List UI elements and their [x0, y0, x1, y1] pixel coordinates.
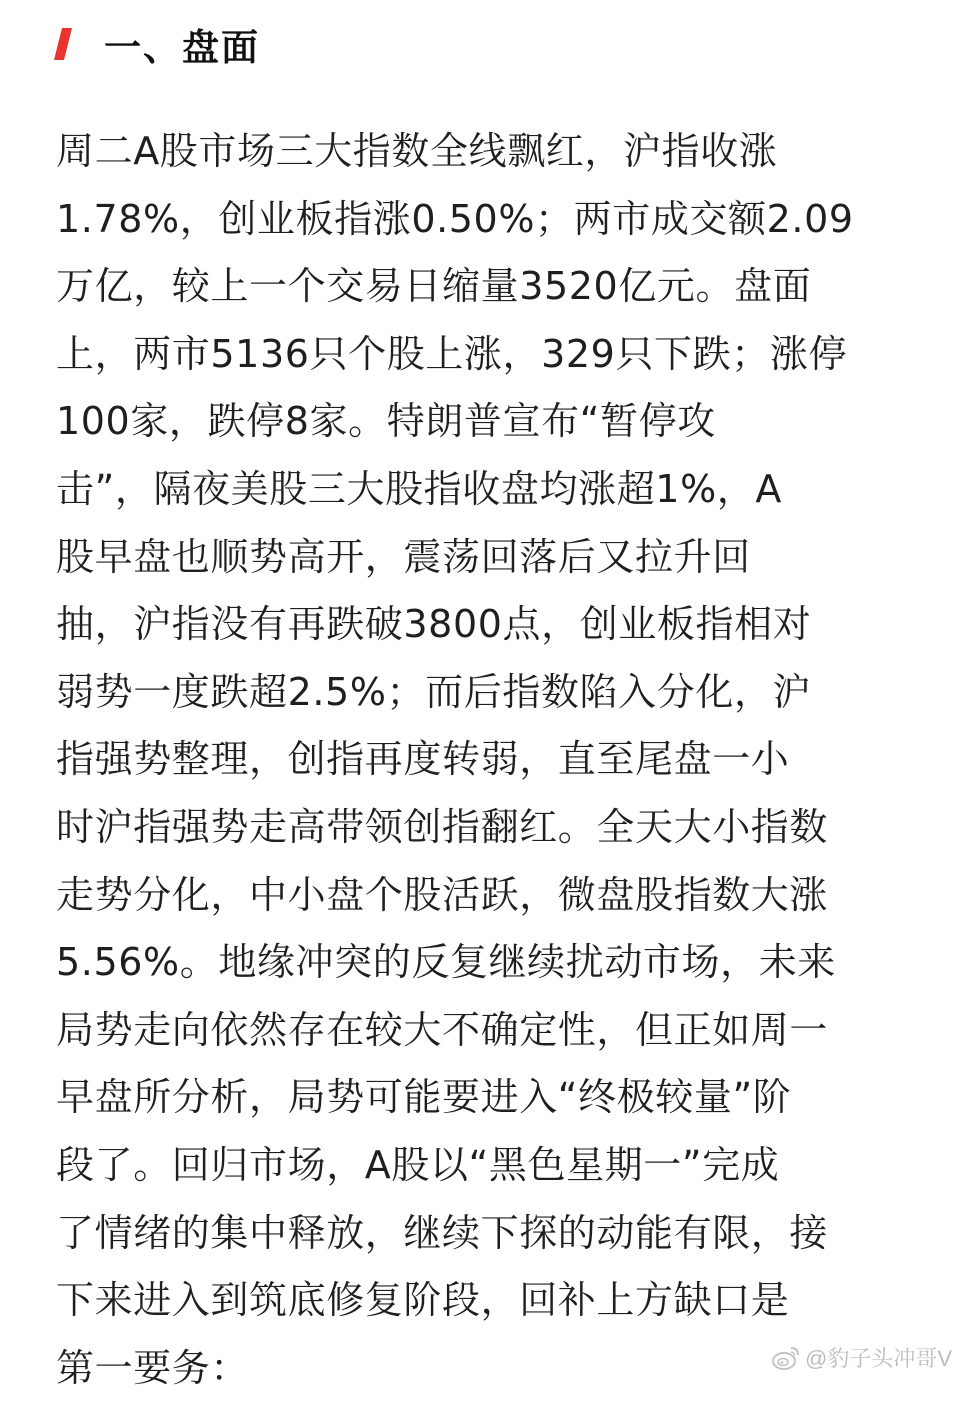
body-line: 指强势整理，创指再度转弱，直至尾盘一小 [56, 737, 790, 782]
watermark [771, 1342, 952, 1373]
body-line: 下来进入到筑底修复阶段，回补上方缺口是 [56, 1278, 790, 1323]
watermark-text: @豹子头冲哥V [804, 1346, 952, 1371]
body-line: 1.78%，创业板指涨0.50%；两市成交额2.09 [56, 196, 854, 241]
slash-accent-icon [54, 28, 72, 60]
body-line: 局势走向依然存在较大不确定性，但正如周一 [56, 1007, 829, 1052]
body-line: 早盘所分析，局势可能要进入“终极较量”阶 [56, 1075, 792, 1120]
weibo-icon [771, 1345, 801, 1371]
body-line: 弱势一度跌超2.5%；而后指数陷入分化，沪 [56, 669, 812, 714]
body-line: 万亿，较上一个交易日缩量3520亿元。盘面 [56, 264, 812, 309]
section-title: 一、盘面 [104, 26, 260, 69]
article-body [56, 118, 936, 1402]
body-line: 了情绪的集中释放，继续下探的动能有限，接 [56, 1210, 829, 1255]
body-line: 周二A股市场三大指数全线飘红，沪指收涨 [56, 129, 778, 173]
body-line: 抽，沪指没有再跌破3800点，创业板指相对 [56, 602, 812, 647]
body-line: 股早盘也顺势高开，震荡回落后又拉升回 [56, 534, 751, 579]
body-line: 走势分化，中小盘个股活跃，微盘股指数大涨 [56, 872, 829, 917]
body-line: 第一要务： [56, 1345, 250, 1390]
body-line: 5.56%。地缘冲突的反复继续扰动市场，未来 [56, 940, 836, 985]
body-line: 时沪指强势走高带领创指翻红。全天大小指数 [56, 804, 829, 849]
section-header [54, 14, 260, 74]
body-line: 段了。回归市场，A股以“黑色星期一”完成 [56, 1142, 780, 1187]
body-line: 击”，隔夜美股三大股指收盘均涨超1%，A [56, 466, 782, 511]
body-line: 上，两市5136只个股上涨，329只下跌；涨停 [56, 331, 848, 376]
body-line: 100家，跌停8家。特朗普宣布“暂停攻 [56, 399, 716, 444]
